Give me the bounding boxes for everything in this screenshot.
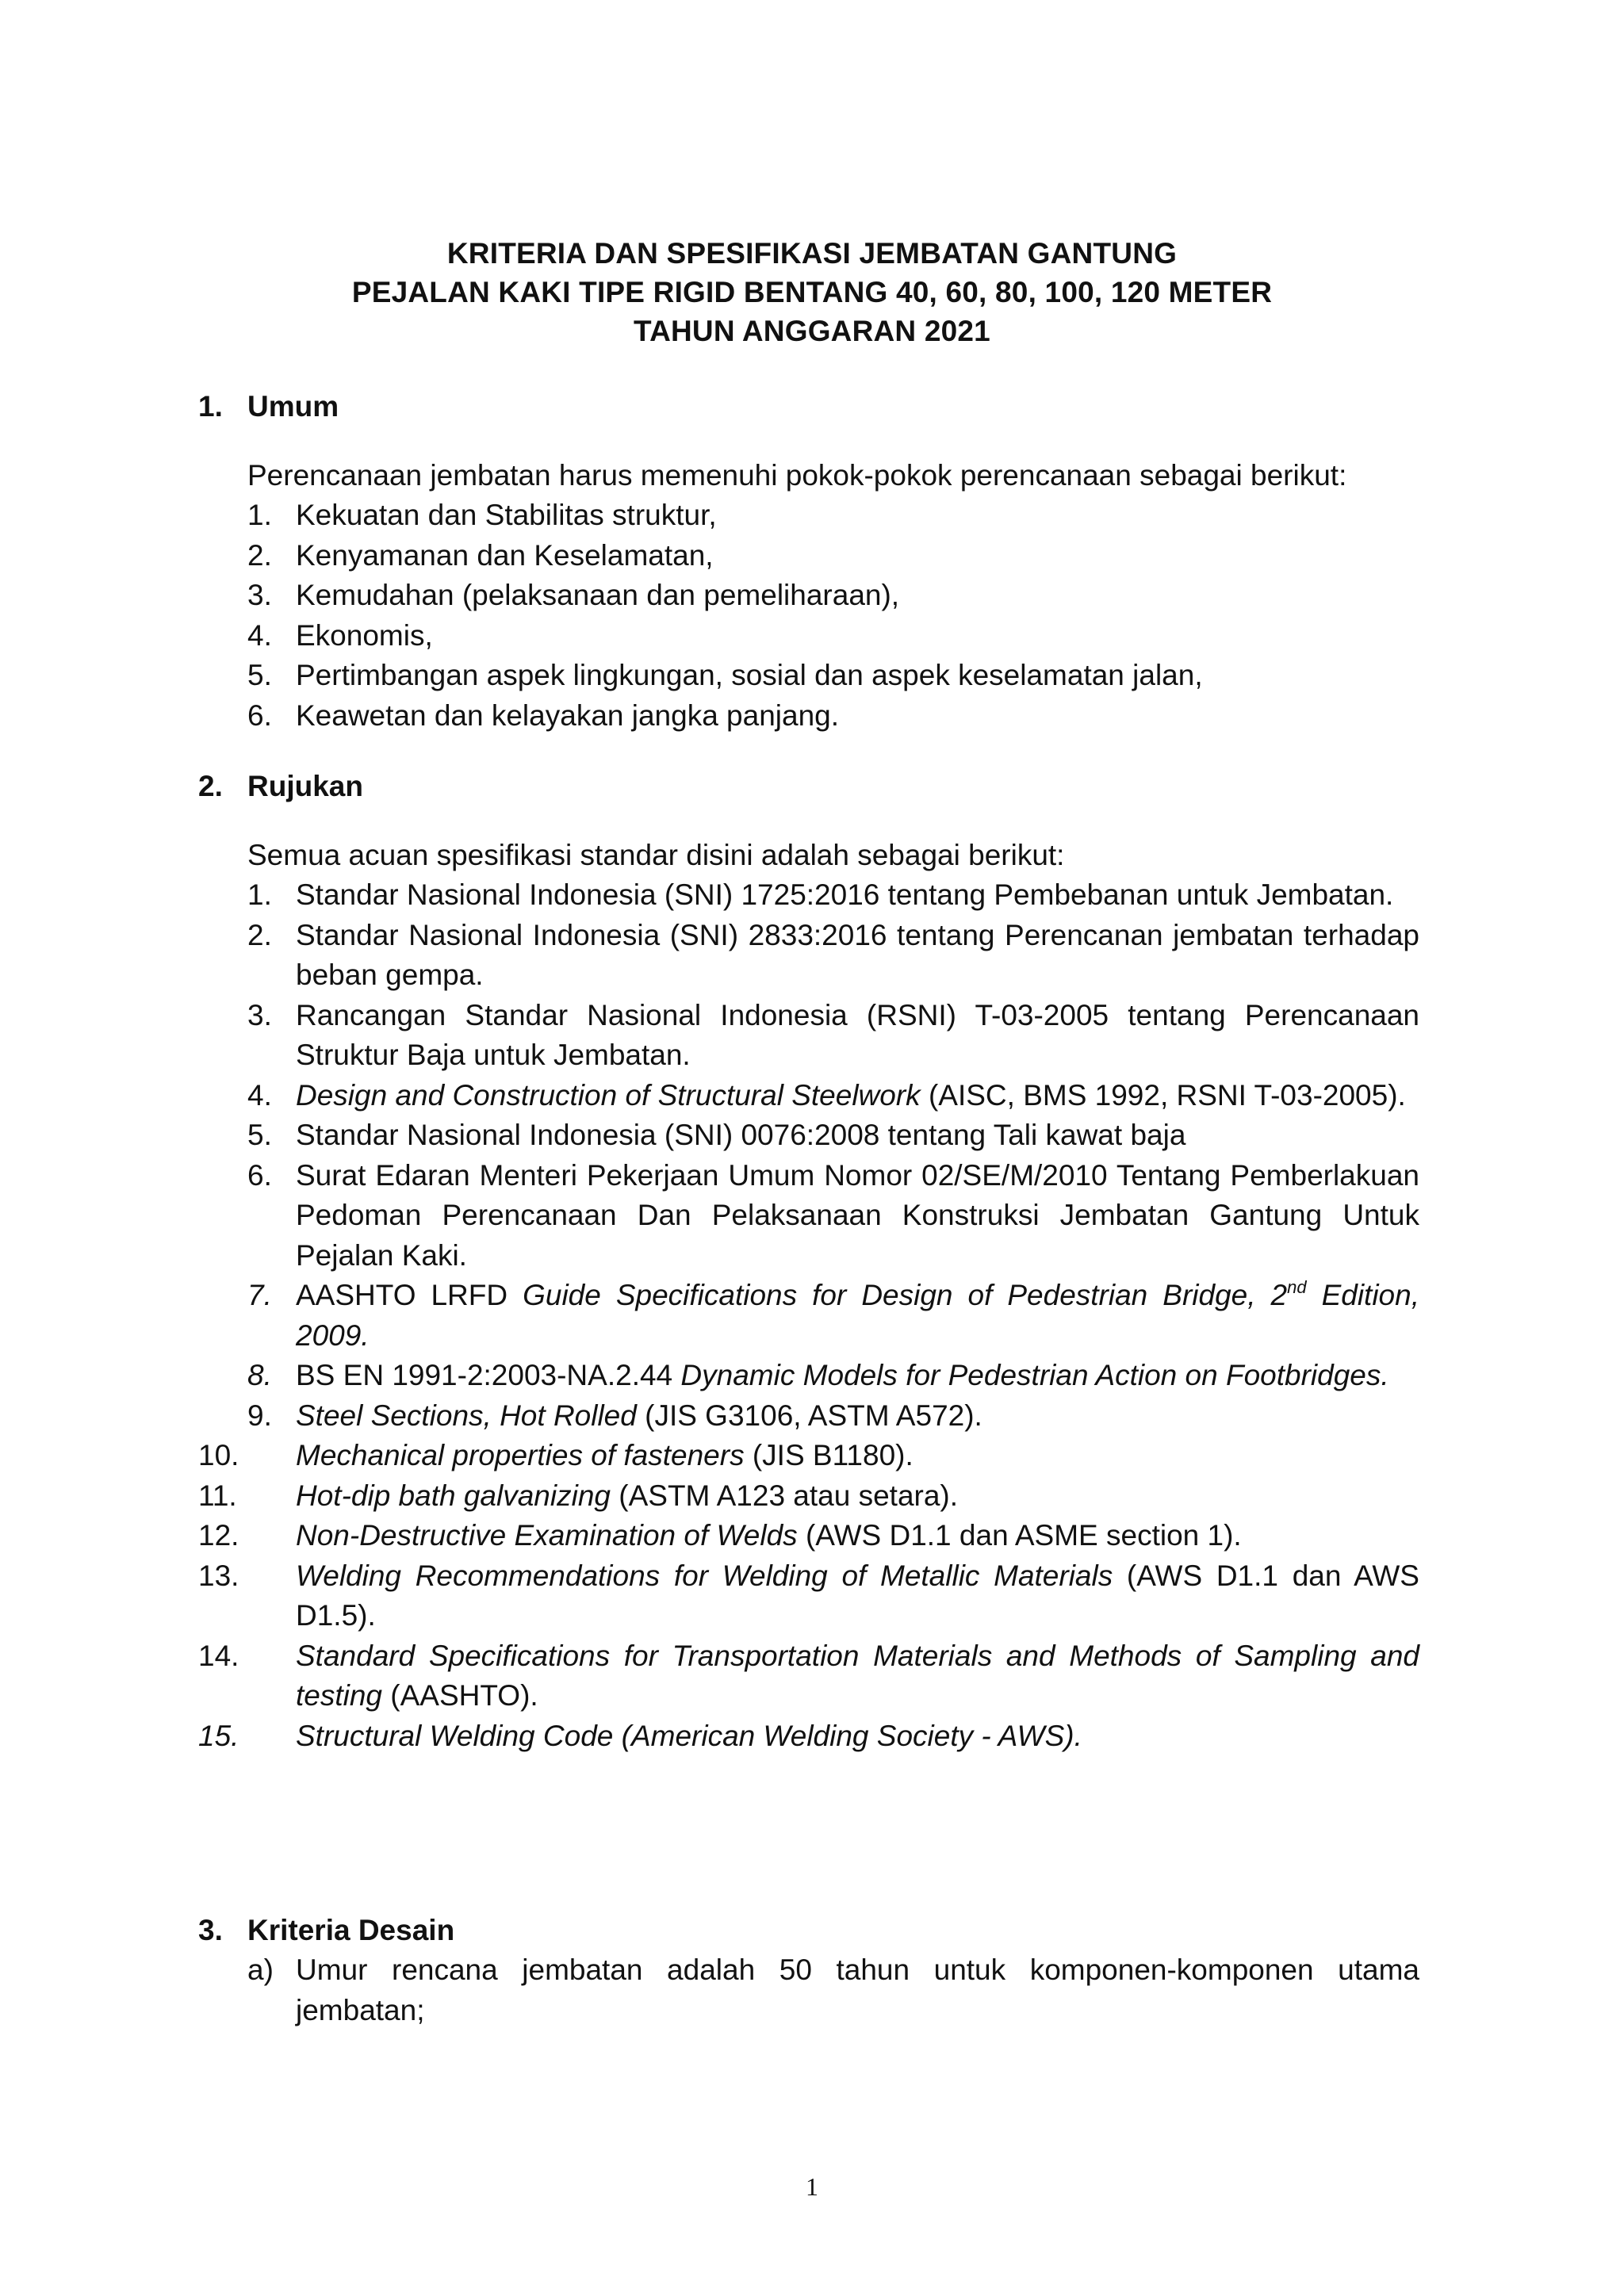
list-item	[198, 656, 1419, 696]
list-item	[198, 1156, 1419, 1276]
item-number: 14.	[198, 1639, 239, 1672]
section-title: Kriteria Desain	[247, 1914, 455, 1946]
item-title-italic: Steel Sections, Hot Rolled	[296, 1399, 637, 1432]
item-text-rest: (JIS B1180).	[744, 1439, 914, 1471]
item-text	[296, 1516, 1419, 1556]
section-heading	[198, 1911, 1419, 1950]
list-item	[198, 496, 1419, 536]
section-kriteria-desain	[198, 1911, 1419, 2030]
list-item	[198, 1276, 1419, 1356]
rujukan-list	[198, 875, 1419, 1756]
section-number: 1.	[198, 390, 223, 423]
item-text: Rancangan Standar Nasional Indonesia (RSNI) T-03-2005 tentang Perencanaan Struktur Baja untuk Jembatan.	[296, 998, 1419, 1071]
list-item	[198, 1396, 1419, 1437]
item-text	[296, 1556, 1419, 1636]
item-text: Ekonomis,	[296, 618, 433, 652]
item-number: a)	[247, 1954, 274, 1986]
item-number: 6.	[247, 1158, 272, 1192]
section-heading	[198, 387, 1419, 427]
list-item	[198, 996, 1419, 1076]
list-item	[198, 1356, 1419, 1396]
item-number: 2.	[247, 538, 272, 572]
item-text-rest: (ASTM A123 atau setara).	[610, 1479, 959, 1512]
list-item	[198, 616, 1419, 656]
title-line-1: KRITERIA DAN SPESIFIKASI JEMBATAN GANTUNG	[446, 237, 1178, 270]
item-number: 8.	[247, 1359, 272, 1391]
item-text: Kekuatan dan Stabilitas struktur,	[296, 499, 717, 531]
item-text: Standar Nasional Indonesia (SNI) 2833:2016 tentang Perencanan jembatan terhadap beban gempa.	[296, 918, 1419, 991]
item-text-rest: (AASHTO).	[382, 1679, 538, 1712]
list-item	[198, 875, 1419, 916]
item-number: 1.	[247, 499, 272, 531]
item-number: 5.	[247, 659, 272, 691]
section-title: Rujukan	[247, 770, 363, 802]
item-text	[296, 1636, 1419, 1716]
list-item	[198, 696, 1419, 737]
item-text	[296, 1476, 1419, 1517]
item-number: 3.	[247, 579, 272, 611]
item-text: Kemudahan (pelaksanaan dan pemeliharaan),	[296, 579, 900, 611]
item-number: 11.	[198, 1479, 237, 1512]
list-item	[198, 1950, 1419, 2030]
item-text: Structural Welding Code (American Welding Society - AWS).	[296, 1719, 1082, 1752]
item-text: Kenyamanan dan Keselamatan,	[296, 538, 714, 572]
item-text-rest: (AWS D1.1 dan AWS D1.5).	[296, 1559, 1419, 1632]
section-heading	[198, 767, 1419, 806]
list-item	[198, 1076, 1419, 1116]
section-intro: Semua acuan spesifikasi standar disini adalah sebagai berikut:	[247, 839, 1065, 871]
item-number: 5.	[247, 1119, 272, 1151]
item-number: 3.	[247, 998, 272, 1031]
section-intro: Perencanaan jembatan harus memenuhi pokok-pokok perencanaan sebagai berikut:	[247, 459, 1347, 492]
section-number: 2.	[198, 770, 223, 802]
item-text: Standar Nasional Indonesia (SNI) 0076:2008 tentang Tali kawat baja	[296, 1119, 1186, 1151]
item-text: Pertimbangan aspek lingkungan, sosial dan aspek keselamatan jalan,	[296, 659, 1203, 691]
list-item	[198, 536, 1419, 576]
item-title-italic: Non-Destructive Examination of Welds	[296, 1519, 798, 1552]
title-line-2: PEJALAN KAKI TIPE RIGID BENTANG 40, 60, 80, 100, 120 METER	[351, 276, 1273, 308]
list-item	[198, 1436, 1419, 1476]
item-number: 13.	[198, 1559, 239, 1592]
item-text	[296, 1396, 1419, 1437]
list-item	[198, 1636, 1419, 1716]
section-number: 3.	[198, 1914, 223, 1946]
list-item	[198, 1516, 1419, 1556]
item-number: 2.	[247, 918, 272, 951]
list-item	[198, 576, 1419, 616]
item-text	[296, 1076, 1419, 1116]
item-text: Surat Edaran Menteri Pekerjaan Umum Nomor 02/SE/M/2010 Tentang Pemberlakuan Pedoman Perencanaan Dan Pelaksanaan Konstruksi Jembatan Gantung Untuk Pejalan Kaki.	[296, 1158, 1419, 1272]
item-text: Keawetan dan kelayakan jangka panjang.	[296, 698, 840, 732]
section-umum	[198, 387, 1419, 736]
item-number: 4.	[247, 1078, 272, 1112]
item-text: Umur rencana jembatan adalah 50 tahun untuk komponen-komponen utama jembatan;	[296, 1954, 1419, 2026]
item-number: 7.	[247, 1279, 272, 1311]
item-text: Standar Nasional Indonesia (SNI) 1725:2016 tentang Pembebanan untuk Jembatan.	[296, 878, 1394, 911]
item-text-rest: (AISC, BMS 1992, RSNI T-03-2005).	[920, 1078, 1406, 1112]
item-number: 1.	[247, 878, 272, 911]
item-text	[296, 1436, 1419, 1476]
item-text-pre: BS EN 1991-2:2003-NA.2.44	[296, 1359, 681, 1391]
list-item	[198, 1115, 1419, 1156]
item-title-italic: Mechanical properties of fasteners	[296, 1439, 745, 1471]
item-title-italic: Design and Construction of Structural Steelwork	[296, 1078, 921, 1112]
item-number: 12.	[198, 1519, 239, 1552]
item-title-italic: Dynamic Models for Pedestrian Action on Footbridges.	[680, 1359, 1389, 1391]
item-number: 6.	[247, 698, 272, 732]
item-number: 9.	[247, 1399, 272, 1432]
item-number: 10.	[198, 1439, 239, 1471]
item-text	[296, 1276, 1419, 1356]
section-title: Umum	[247, 390, 339, 423]
section-rujukan	[198, 767, 1419, 1756]
list-item	[198, 916, 1419, 996]
item-title-italic: Guide Specifications for Design of Pedestrian Bridge, 2	[523, 1279, 1288, 1311]
page-number: 1	[806, 2172, 818, 2201]
item-text	[296, 1356, 1419, 1396]
item-title-italic: Standard Specifications for Transportation Materials and Methods of Sampling and testing	[296, 1639, 1419, 1712]
umum-list	[198, 496, 1419, 736]
item-text-rest: (JIS G3106, ASTM A572).	[636, 1399, 982, 1432]
title-line-3: TAHUN ANGGARAN 2021	[634, 315, 990, 347]
item-title-italic: Hot-dip bath galvanizing	[296, 1479, 611, 1512]
item-text-rest: (AWS D1.1 dan ASME section 1).	[797, 1519, 1242, 1552]
document-title	[0, 234, 1624, 350]
item-title-italic-end: Edition, 2009.	[296, 1279, 1419, 1352]
item-title-italic: Welding Recommendations for Welding of Metallic Materials	[296, 1559, 1113, 1592]
item-number: 15.	[198, 1719, 239, 1752]
list-item	[198, 1476, 1419, 1517]
item-number: 4.	[247, 618, 272, 652]
list-item	[198, 1556, 1419, 1636]
list-item	[198, 1716, 1419, 1757]
item-text-pre: AASHTO LRFD	[296, 1279, 523, 1311]
kriteria-list	[198, 1950, 1419, 2030]
item-superscript: nd	[1287, 1276, 1307, 1297]
